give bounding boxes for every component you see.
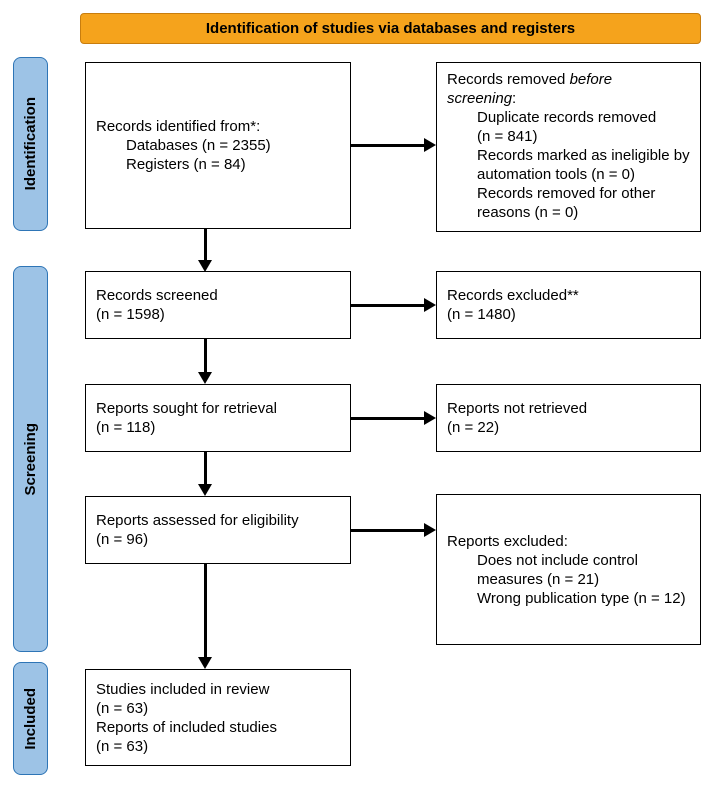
box-records-identified-item: Registers (n = 84) bbox=[126, 156, 246, 173]
box-reports-not-retrieved-line2: (n = 22) bbox=[447, 419, 500, 436]
arrow-identified-to-removed bbox=[351, 144, 424, 147]
box-reports-excluded-item: Wrong publication type (n = 12) bbox=[477, 589, 686, 607]
arrow-assessed-to-included bbox=[204, 564, 207, 657]
phase-label-identification-text: Identification bbox=[22, 97, 39, 191]
phase-label-included bbox=[13, 662, 48, 775]
arrow-screened-to-sought bbox=[204, 339, 207, 372]
arrow-identified-to-screened bbox=[204, 229, 207, 260]
box-studies-included-line: (n = 63) bbox=[96, 699, 149, 717]
box-records-removed-item: Records removed for other reasons (n = 0) bbox=[477, 185, 656, 221]
phase-label-screening-text: Screening bbox=[22, 422, 39, 496]
box-records-excluded-line1: Records excluded** bbox=[447, 287, 579, 304]
box-records-screened-line1: Records screened bbox=[96, 287, 218, 304]
box-records-removed-title-suffix: : bbox=[512, 90, 517, 107]
arrow-assessed-to-excluded bbox=[351, 529, 424, 532]
box-reports-assessed-line2: (n = 96) bbox=[96, 531, 149, 548]
box-reports-excluded bbox=[436, 494, 701, 645]
box-reports-sought-line1: Reports sought for retrieval bbox=[96, 400, 277, 417]
box-reports-excluded-item: Does not include control measures (n = 21) bbox=[477, 551, 638, 588]
box-records-removed-title bbox=[447, 70, 657, 108]
diagram-title-banner bbox=[80, 13, 701, 44]
box-studies-included-line: Studies included in review bbox=[96, 680, 270, 698]
box-records-removed-item: Records marked as ineligible by automation tools (n = 0) bbox=[477, 147, 690, 183]
phase-label-identification bbox=[13, 57, 48, 231]
box-records-removed-title-italic: before screening bbox=[447, 71, 613, 107]
box-reports-sought bbox=[85, 384, 351, 452]
box-reports-sought-line2: (n = 118) bbox=[96, 419, 156, 436]
box-records-removed-item: Duplicate records removed (n = 841) bbox=[477, 109, 657, 145]
box-records-screened-line2: (n = 1598) bbox=[96, 306, 165, 323]
box-reports-not-retrieved-line1: Reports not retrieved bbox=[447, 400, 588, 417]
box-studies-included-line: Reports of included studies bbox=[96, 718, 277, 736]
arrow-sought-to-assessed bbox=[204, 452, 207, 484]
box-studies-included-line: (n = 63) bbox=[96, 737, 149, 755]
box-records-removed-title-prefix: Records removed bbox=[447, 71, 570, 88]
box-studies-included bbox=[85, 669, 351, 766]
box-records-identified bbox=[85, 62, 351, 229]
box-records-excluded-line2: (n = 1480) bbox=[447, 306, 516, 323]
box-reports-assessed bbox=[85, 496, 351, 564]
box-reports-assessed-line1: Reports assessed for eligibility bbox=[96, 512, 299, 529]
phase-label-screening bbox=[13, 266, 48, 652]
diagram-title: Identification of studies via databases and registers bbox=[205, 20, 576, 37]
box-records-identified-title: Records identified from*: bbox=[96, 118, 261, 135]
phase-label-included-text: Included bbox=[22, 687, 39, 750]
box-reports-excluded-title: Reports excluded: bbox=[447, 532, 568, 550]
box-records-screened bbox=[85, 271, 351, 339]
box-records-removed bbox=[436, 62, 701, 232]
arrow-screened-to-excluded bbox=[351, 304, 424, 307]
arrow-sought-to-not-retrieved bbox=[351, 417, 424, 420]
box-records-identified-item: Databases (n = 2355) bbox=[126, 137, 271, 154]
box-records-excluded bbox=[436, 271, 701, 339]
box-reports-not-retrieved bbox=[436, 384, 701, 452]
